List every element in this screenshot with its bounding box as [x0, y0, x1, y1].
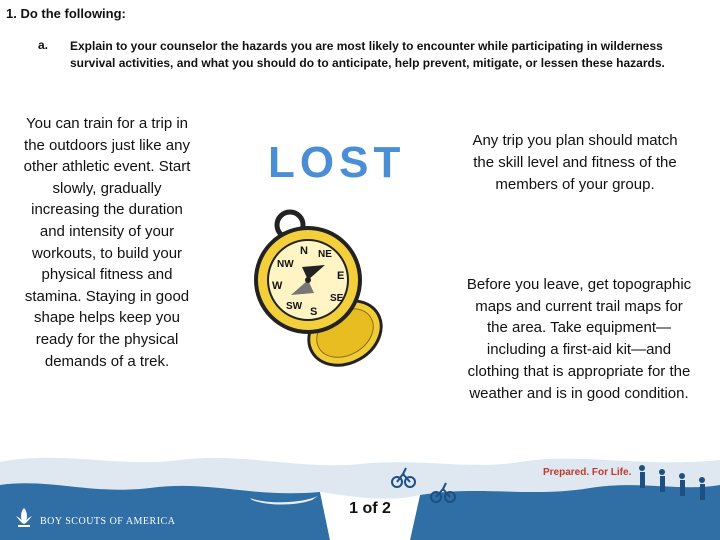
left-paragraph: You can train for a trip in the outdoors just like any other athletic event. Start slowly, gradually increasing the duration and intensity of your workouts, to build your physical fitness and stamina. Staying in good shape helps keep you ready for the physical demands of a trek. — [23, 115, 191, 370]
requirement-text: Explain to your counselor the hazards you are most likely to encounter while participating in wilderness survival activities, and what you should do to anticipate, help prevent, mitigate, or lessen these hazards. — [70, 39, 665, 70]
compass-letter-w: W — [272, 280, 283, 292]
compass-illustration — [250, 205, 400, 375]
compass-letter-s: S — [310, 306, 318, 318]
item-letter: a. — [38, 38, 49, 52]
bsa-wordmark: BOY SCOUTS OF AMERICA — [40, 516, 176, 527]
compass-letter-e: E — [337, 270, 345, 282]
compass-pivot — [305, 277, 311, 283]
lost-title: LOST — [268, 138, 406, 187]
compass-letter-sw: SW — [286, 301, 303, 312]
compass-letter-se: SE — [330, 293, 344, 304]
compass-letter-ne: NE — [318, 249, 332, 260]
compass-letter-nw: NW — [277, 259, 294, 270]
heading: 1. Do the following: — [6, 6, 126, 21]
compass-letter-n: N — [300, 245, 308, 257]
tagline: Prepared. For Life. — [543, 467, 632, 478]
right-paragraph-bottom: Before you leave, get topographic maps and current trail maps for the area. Take equipment—including a first-aid kit—and clothing that is appropriate for the weather and is in good condition. — [466, 276, 692, 402]
right-paragraph-top: Any trip you plan should match the skill level and fitness of the members of your group. — [472, 132, 678, 193]
footer-band-right — [410, 485, 720, 540]
page-number: 1 of 2 — [349, 500, 391, 517]
